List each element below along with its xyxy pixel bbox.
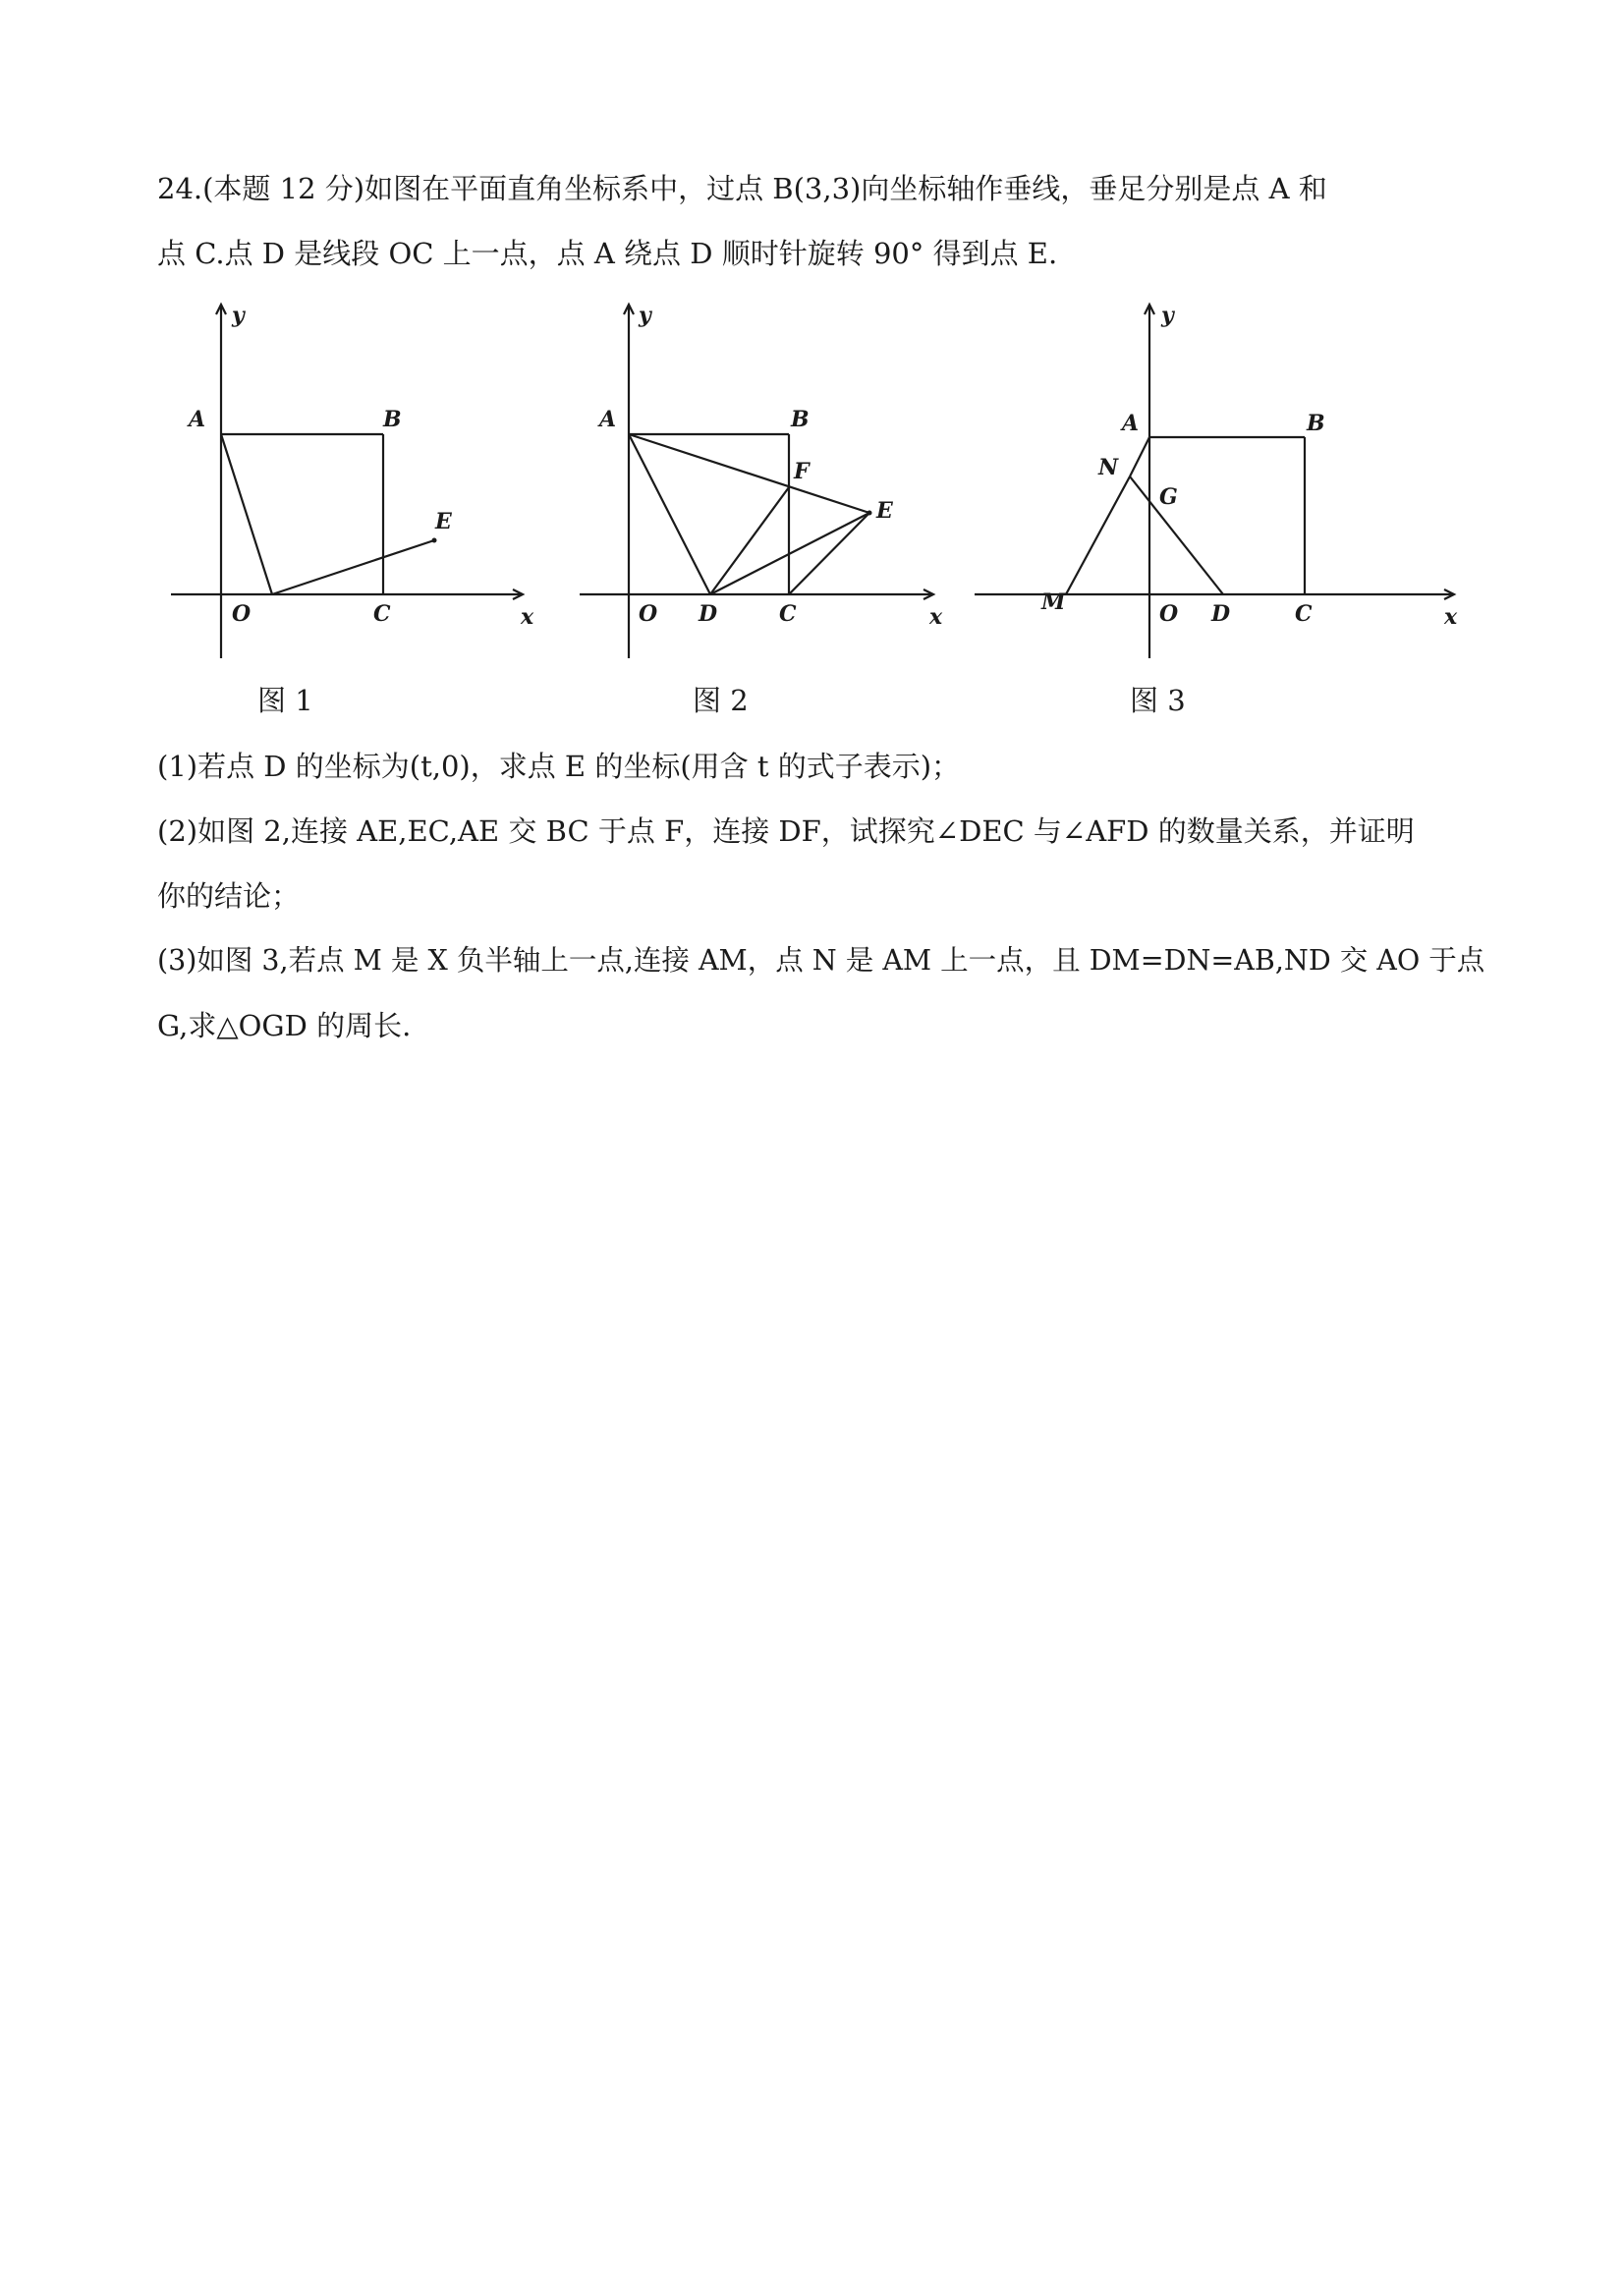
label-b: B	[1307, 411, 1325, 436]
label-o: O	[232, 601, 252, 627]
segment-ad	[629, 434, 710, 594]
question-1: (1)若点 D 的坐标为(t,0)，求点 E 的坐标(用含 t 的式子表示)；	[157, 750, 961, 783]
label-c: C	[1295, 601, 1313, 627]
label-d: D	[1211, 601, 1231, 627]
label-a: A	[599, 407, 617, 432]
label-y: y	[1161, 303, 1174, 328]
segment-na	[1130, 437, 1149, 476]
label-y: y	[232, 303, 245, 328]
point-e	[432, 538, 437, 543]
label-g: G	[1159, 484, 1178, 510]
label-b: B	[791, 407, 810, 432]
label-c: C	[373, 601, 391, 627]
figure-2	[578, 295, 951, 668]
segment-de	[272, 540, 434, 594]
label-x: x	[521, 604, 534, 630]
label-y: y	[639, 303, 651, 328]
figure-3-caption: 图 3	[1130, 684, 1186, 717]
label-e: E	[435, 509, 452, 534]
label-c: C	[779, 601, 797, 627]
segment-ae	[629, 434, 869, 513]
problem-stem-line-1: 24.(本题 12 分)如图在平面直角坐标系中，过点 B(3,3)向坐标轴作垂线，垂足分别是点 A 和	[157, 172, 1327, 205]
figure-3	[973, 295, 1464, 668]
figure-1-caption: 图 1	[257, 684, 313, 717]
label-o: O	[639, 601, 658, 627]
question-2-line-1: (2)如图 2,连接 AE,EC,AE 交 BC 于点 F，连接 DF，试探究∠DEC 与∠AFD 的数量关系，并证明	[157, 814, 1415, 848]
label-m: M	[1041, 589, 1066, 615]
question-3-line-1: (3)如图 3,若点 M 是 X 负半轴上一点,连接 AM，点 N 是 AM 上一点，且 DM=DN=AB,ND 交 AO 于点	[157, 944, 1485, 977]
figure-1	[167, 295, 540, 668]
problem-stem-line-2: 点 C.点 D 是线段 OC 上一点，点 A 绕点 D 顺时针旋转 90° 得到点 E.	[157, 237, 1058, 270]
question-3-line-2: G,求△OGD 的周长.	[157, 1009, 412, 1042]
label-b: B	[383, 407, 402, 432]
segment-mn	[1066, 476, 1130, 594]
label-o: O	[1159, 601, 1179, 627]
segment-df	[710, 487, 789, 594]
label-f: F	[794, 459, 810, 484]
figure-2-caption: 图 2	[693, 684, 749, 717]
label-x: x	[1444, 604, 1458, 630]
label-a: A	[1122, 411, 1140, 436]
question-2-line-2: 你的结论；	[157, 879, 301, 913]
label-e: E	[876, 498, 893, 524]
segment-ad	[221, 434, 272, 594]
label-x: x	[929, 604, 943, 630]
label-a: A	[189, 407, 206, 432]
label-n: N	[1098, 455, 1119, 480]
segment-ce	[789, 513, 869, 594]
label-d: D	[699, 601, 718, 627]
point-e	[867, 511, 872, 516]
